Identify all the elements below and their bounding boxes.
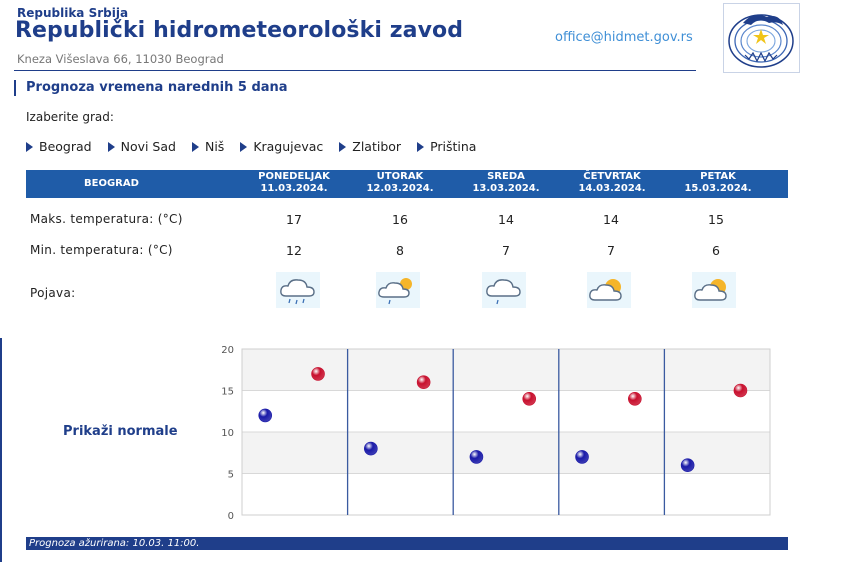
cloud-rain-icon: [276, 272, 320, 308]
day-heading: [239, 171, 349, 195]
chart-point[interactable]: [523, 392, 536, 405]
triangle-right-icon: [240, 142, 247, 152]
chart-band: [242, 391, 770, 433]
y-tick-label: 5: [227, 469, 234, 481]
chart-point[interactable]: [312, 367, 325, 380]
city-label: Priština: [430, 139, 477, 154]
triangle-right-icon: [192, 142, 199, 152]
rhmz-logo-icon[interactable]: [723, 3, 800, 73]
triangle-right-icon: [339, 142, 346, 152]
day-date: 14.03.2024.: [578, 183, 646, 194]
chart-point[interactable]: [259, 409, 272, 422]
forecast-table-header: [26, 170, 788, 198]
min-temp-value: 12: [286, 243, 302, 258]
max-temp-value: 14: [603, 212, 619, 227]
header-address: Kneza Višeslava 66, 11030 Beograd: [17, 52, 224, 66]
city-label: Niš: [204, 139, 225, 154]
triangle-right-icon: [26, 142, 33, 152]
partly-cloudy-icon: [587, 272, 631, 308]
triangle-right-icon: [417, 142, 424, 152]
day-heading: [557, 171, 667, 195]
forecast-title: Prognoza vremena narednih 5 dana: [26, 80, 288, 95]
city-label: Novi Sad: [120, 139, 176, 154]
city-link-zlatibor[interactable]: [339, 139, 401, 154]
chart-band: [242, 474, 770, 516]
city-label: Beograd: [39, 139, 92, 154]
show-normals-link[interactable]: Prikaži normale: [63, 424, 178, 439]
city-label: Zlatibor: [352, 139, 402, 154]
city-label: Kragujevac: [253, 139, 324, 154]
y-tick-label: 20: [221, 345, 234, 356]
left-accent-bar-lower: [0, 338, 2, 562]
partly-cloudy-icon: [692, 272, 736, 308]
day-name: UTORAK: [376, 171, 424, 182]
max-temp-label: Maks. temperatura: (°C): [30, 212, 183, 226]
selected-city-heading: BEOGRAD: [84, 178, 139, 189]
min-temp-value: 8: [396, 243, 404, 258]
y-tick-label: 10: [221, 428, 234, 439]
city-link-novi-sad[interactable]: [108, 139, 176, 154]
header-country: Republika Srbija: [17, 6, 129, 20]
triangle-right-icon: [108, 142, 115, 152]
day-heading: [345, 171, 455, 195]
select-city-label: Izaberite grad:: [26, 110, 114, 124]
cloud-drizzle-icon: [482, 272, 526, 308]
chart-point[interactable]: [628, 392, 641, 405]
header-divider: [14, 70, 696, 71]
email-link[interactable]: office@hidmet.gov.rs: [555, 30, 693, 45]
min-temp-value: 7: [607, 243, 615, 258]
chart-point[interactable]: [364, 442, 377, 455]
min-temp-label: Min. temperatura: (°C): [30, 243, 173, 257]
day-name: SREDA: [487, 171, 525, 182]
updated-text: Prognoza ažurirana: 10.03. 11:00.: [29, 538, 200, 549]
chart-point[interactable]: [681, 459, 694, 472]
day-name: PETAK: [700, 171, 736, 182]
chart-point[interactable]: [470, 450, 483, 463]
day-date: 12.03.2024.: [366, 183, 434, 194]
city-link-kragujevac[interactable]: [240, 139, 323, 154]
forecast-updated-bar: [26, 537, 788, 550]
city-link-nis[interactable]: [192, 139, 224, 154]
city-nav: [26, 139, 492, 154]
y-tick-label: 0: [227, 511, 234, 522]
city-link-pristina[interactable]: [417, 139, 476, 154]
day-name: ČETVRTAK: [583, 171, 641, 182]
day-date: 15.03.2024.: [684, 183, 752, 194]
max-temp-value: 16: [392, 212, 408, 227]
left-accent-bar: [14, 80, 16, 96]
min-temp-value: 6: [712, 243, 720, 258]
header-institute-title[interactable]: Republički hidrometeorološki zavod: [15, 18, 464, 43]
chart-point[interactable]: [734, 384, 747, 397]
day-name: PONEDELJAK: [258, 171, 330, 182]
chart-point[interactable]: [417, 376, 430, 389]
day-date: 11.03.2024.: [260, 183, 328, 194]
max-temp-value: 14: [498, 212, 514, 227]
phenomenon-label: Pojava:: [30, 286, 76, 300]
max-temp-value: 17: [286, 212, 302, 227]
site-header: [0, 0, 850, 78]
day-date: 13.03.2024.: [472, 183, 540, 194]
min-temp-value: 7: [502, 243, 510, 258]
city-link-beograd[interactable]: [26, 139, 92, 154]
max-temp-value: 15: [708, 212, 724, 227]
temperature-chart: [200, 338, 780, 524]
chart-point[interactable]: [576, 450, 589, 463]
day-heading: [451, 171, 561, 195]
y-tick-label: 15: [221, 386, 234, 398]
day-heading: [663, 171, 773, 195]
sun-cloud-rain-icon: [376, 272, 420, 308]
